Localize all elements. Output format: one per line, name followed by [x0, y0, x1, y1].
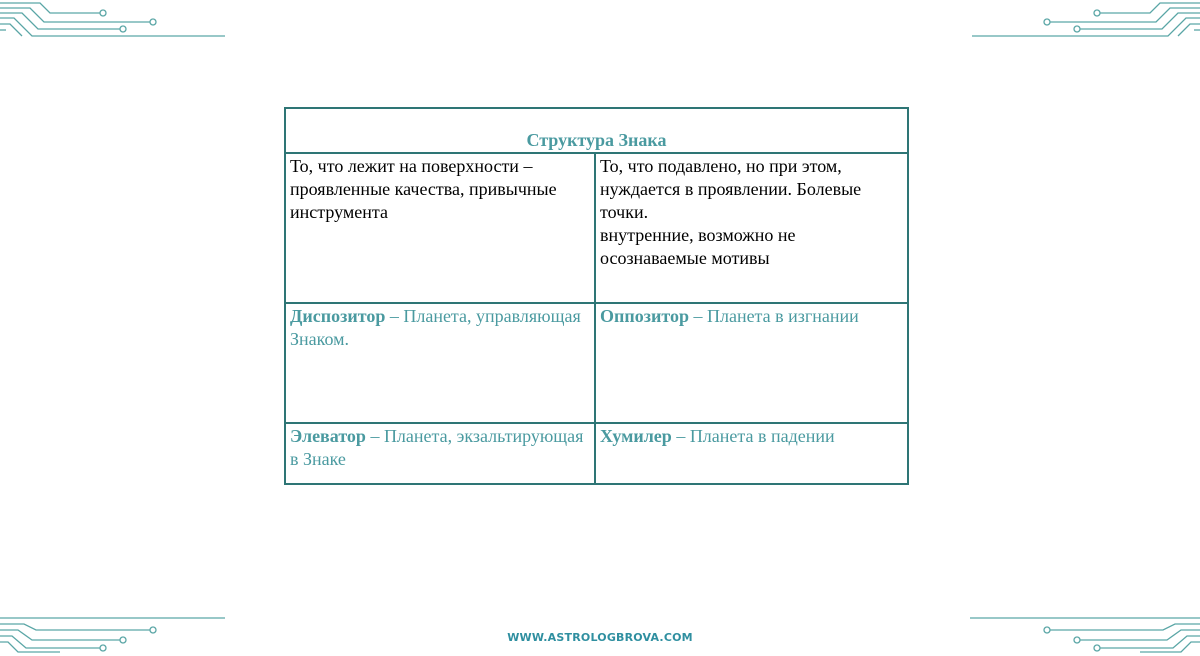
oppositor-term: Оппозитор	[600, 306, 689, 326]
oppositor-cell	[595, 303, 908, 423]
suppressed-qualities-text: То, что подавлено, но при этом, нуждается в проявлении. Болевые точки.	[600, 156, 862, 222]
sign-structure-table	[284, 107, 909, 485]
surface-qualities-cell	[285, 153, 595, 303]
dispositor-term: Диспозитор	[290, 306, 386, 326]
table-title: Структура Знака	[285, 108, 908, 153]
circuit-decoration-top-left	[0, 0, 230, 42]
elevator-term: Элеватор	[290, 426, 366, 446]
suppressed-qualities-cell	[595, 153, 908, 303]
surface-qualities-text: То, что лежит на поверхности – проявленные качества, привычные инструмента	[290, 156, 557, 222]
table-title-row	[285, 108, 908, 153]
inner-motives-text: внутренние, возможно не осознаваемые мотивы	[600, 225, 796, 268]
dispositor-cell	[285, 303, 595, 423]
table-row	[285, 153, 908, 303]
table-row	[285, 423, 908, 484]
circuit-decoration-top-right	[970, 0, 1200, 42]
website-footer: WWW.ASTROLOGBROVA.COM	[507, 631, 693, 644]
dispositor-description: – Планета, управляющая Знаком.	[290, 306, 581, 349]
table-row	[285, 303, 908, 423]
elevator-description: – Планета, экзальтирующая в Знаке	[290, 426, 584, 469]
oppositor-description: – Планета в изгнании	[688, 306, 859, 326]
humiler-cell	[595, 423, 908, 484]
humiler-term: Хумилер	[600, 426, 672, 446]
humiler-description: – Планета в падении	[671, 426, 835, 446]
elevator-cell	[285, 423, 595, 484]
